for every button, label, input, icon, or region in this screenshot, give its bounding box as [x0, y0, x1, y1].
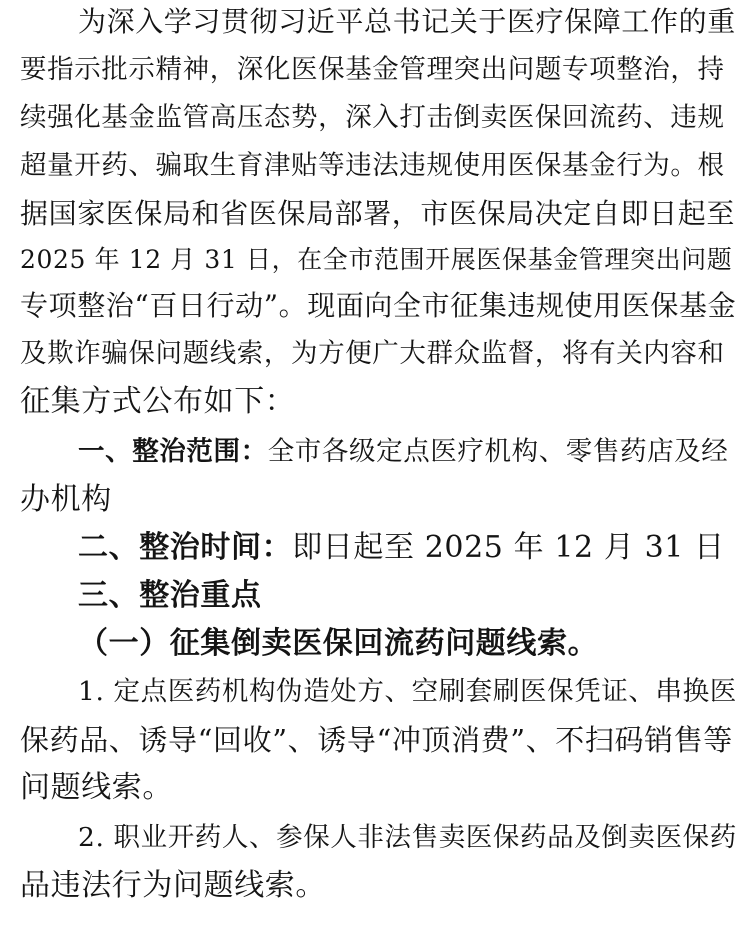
intro-line-4: 超量开药、骗取生育津贴等违法违规使用医保基金行为。根 [20, 150, 725, 181]
intro-line-5: 据国家医保局和省医保局部署，市医保局决定自即日起至 [20, 197, 736, 230]
item-1-line-1: 1. 定点医药机构伪造处方、空刷套刷医保凭证、串换医 [78, 676, 737, 707]
section-2-heading: 二、整治时间： [78, 530, 293, 565]
item-1-line-3: 问题线索。 [20, 770, 173, 805]
section-1-heading: 一、整治范围： [78, 436, 268, 467]
section-1-line-2: 办机构 [20, 482, 112, 517]
intro-line-1: 为深入学习贯彻习近平总书记关于医疗保障工作的重 [78, 5, 736, 38]
section-1-line-1 [78, 432, 728, 472]
item-2-line-1: 2. 职业开药人、参保人非法售卖医保药品及倒卖医保药 [78, 822, 737, 853]
section-2-line [78, 528, 725, 568]
intro-line-3: 续强化基金监管高压态势，深入打击倒卖医保回流药、违规 [20, 102, 725, 133]
intro-line-6: 2025 年 12 月 31 日，在全市范围开展医保基金管理突出问题 [20, 245, 733, 274]
section-3-heading: 三、整治重点 [78, 578, 262, 613]
subsection-1-heading: （一）征集倒卖医保回流药问题线索。 [78, 626, 599, 661]
item-1-line-2: 保药品、诱导“回收”、诱导“冲顶消费”、不扫码销售等 [20, 723, 733, 757]
item-2-line-2: 品违法行为问题线索。 [20, 868, 326, 903]
intro-line-2: 要指示批示精神，深化医保基金管理突出问题专项整治，持 [20, 54, 725, 85]
section-1-text: 全市各级定点医疗机构、零售药店及经 [267, 436, 729, 467]
section-2-text: 即日起至 2025 年 12 月 31 日 [292, 530, 725, 565]
intro-line-8: 及欺诈骗保问题线索，为方便广大群众监督，将有关内容和 [20, 338, 725, 369]
intro-line-9: 征集方式公布如下： [20, 384, 296, 419]
intro-line-7: 专项整治“百日行动”。现面向全市征集违规使用医保基金 [20, 289, 737, 322]
